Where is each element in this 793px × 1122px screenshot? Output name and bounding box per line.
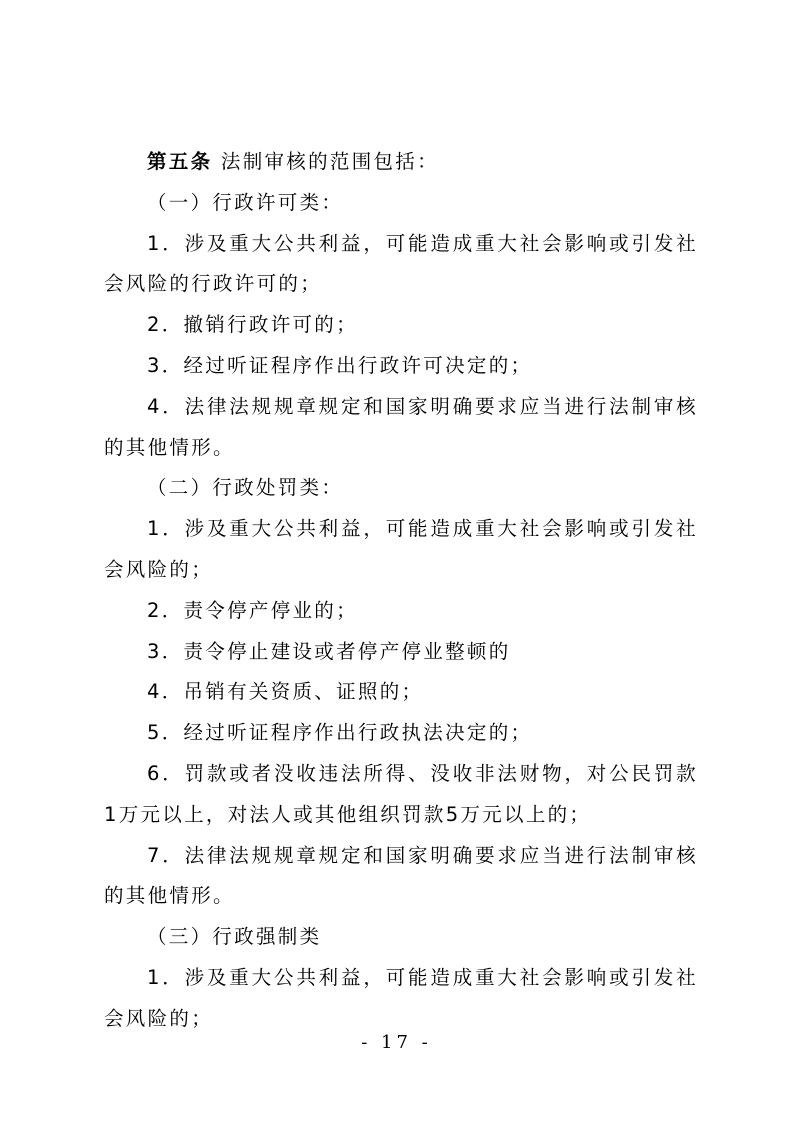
penalty-item-6: 6．罚款或者没收违法所得、没收非法财物，对公民罚款1万元以上，对法人或其他组织罚款5万元以上的；: [104, 761, 698, 826]
article-intro: 法制审核的范围包括：: [220, 150, 439, 173]
licensing-item-3: 3．经过听证程序作出行政许可决定的；: [147, 353, 533, 377]
penalty-item-7: 7．法律法规规章规定和国家明确要求应当进行法制审核的其他情形。: [104, 843, 698, 908]
penalty-item-1: 1．涉及重大公共利益，可能造成重大社会影响或引发社会风险的；: [104, 517, 698, 581]
enforcement-item-1: 1．涉及重大公共利益，可能造成重大社会影响或引发社会风险的；: [104, 965, 698, 1030]
page-number: - 17 -: [361, 1032, 432, 1053]
article-paragraph: [104, 142, 698, 183]
section-heading-licensing: （一）行政许可类：: [147, 190, 344, 214]
penalty-item-5: 5．经过听证程序作出行政执法决定的；: [147, 721, 533, 745]
section-heading-penalty: （二）行政处罚类：: [147, 476, 344, 500]
penalty-item-4: 4．吊销有关资质、证照的；: [147, 680, 424, 704]
penalty-item-3: 3．责令停止建设或者停产停业整顿的: [147, 639, 511, 663]
article-title: 第五条: [147, 150, 213, 173]
penalty-item-2: 2．责令停产停业的；: [147, 598, 358, 622]
body-text: [104, 142, 698, 1040]
section-heading-enforcement: （三）行政强制类: [147, 925, 322, 949]
licensing-item-2: 2．撤销行政许可的；: [147, 313, 358, 337]
licensing-item-4: 4．法律法规规章规定和国家明确要求应当进行法制审核的其他情形。: [104, 394, 698, 459]
licensing-item-1: 1．涉及重大公共利益，可能造成重大社会影响或引发社会风险的行政许可的；: [104, 231, 698, 296]
